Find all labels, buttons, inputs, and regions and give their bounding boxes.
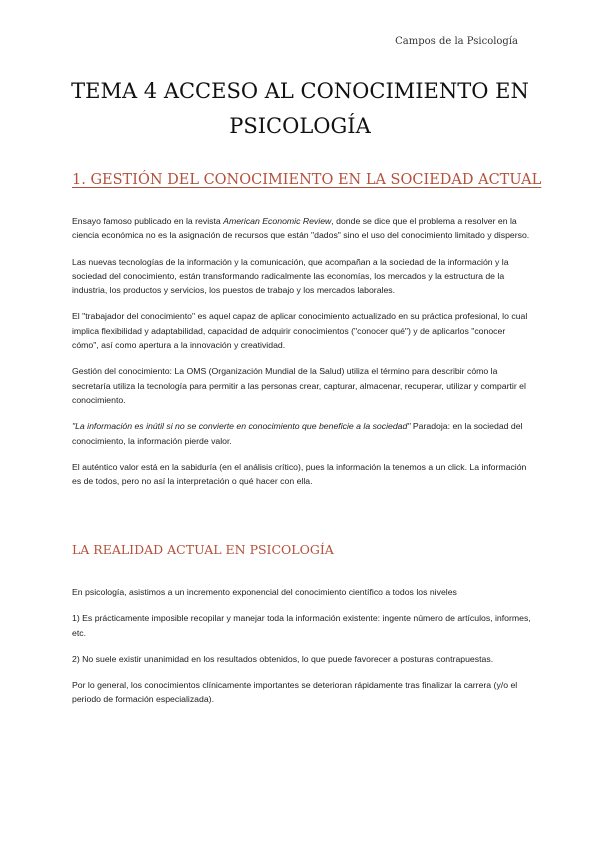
paragraph-ensayo-rest: , donde se dice que el problema a resolver en la ciencia económica no es la asignación de recursos que están "dados" sino el uso del conocimiento limitado y disperso. (72, 216, 530, 241)
paragraph-gestion: Gestión del conocimiento: La OMS (Organización Mundial de la Salud) utiliza el término para describir cómo la secretaría utiliza la tecnología para permitir a las personas crear, capturar, almacenar, recuperar, utilizar y compartir el conocimiento. (72, 366, 526, 405)
paragraph-ensayo-intro: Ensayo famoso publicado en la revista (72, 216, 224, 226)
running-header: Campos de la Psicología (395, 36, 518, 47)
section-heading-realidad: LA REALIDAD ACTUAL EN PSICOLOGÍA (72, 542, 334, 557)
paragraph-paradoja (72, 419, 532, 448)
paragraph-ensayo (72, 214, 532, 243)
paragraph-valor: El auténtico valor está en la sabiduría (en el análisis crítico), pues la información la tenemos a un click. La información es de todos, pero no así la interpretación o qué hacer con ella. (72, 461, 527, 487)
section-body-gestion (72, 214, 532, 488)
quote-informacion: "La información es inútil si no se convierte en conocimiento que beneficie a la sociedad" (72, 421, 411, 432)
paragraph-paradoja-rest: Paradoja: en la sociedad del conocimiento, la información pierde valor. (72, 421, 523, 446)
paragraph-tecnologias: Las nuevas tecnologías de la información y la comunicación, que acompañan a la sociedad de la información y la sociedad del conocimiento, están transformando radicalmente las economías, los mercados y la estructura de la industria, los productos y servicios, los puestos de trabajo y los mercados laborales. (72, 256, 509, 296)
journal-name: American Economic Review (223, 216, 332, 226)
paragraph-incremento: En psicología, asistimos a un incremento exponencial del conocimiento científico a todos los niveles (72, 587, 457, 597)
paragraph-trabajador: El "trabajador del conocimiento" es aquel capaz de aplicar conocimiento actualizado en su práctica profesional, lo cual implica flexibilidad y adaptabilidad, capacidad de adquirir conocimientos ("conocer qué") y de aplicarlos "conocer cómo", así como apertura a la innovación y creatividad. (72, 311, 528, 351)
section-body-realidad (72, 585, 532, 707)
paragraph-punto-1: 1) Es prácticamente imposible recopilar y manejar toda la información existente: ingente número de artículos, informes, etc. (72, 613, 531, 638)
page-title: TEMA 4 ACCESO AL CONOCIMIENTO EN PSICOLOGÍA (71, 79, 529, 138)
paragraph-deterioro: Por lo general, los conocimientos clínicamente importantes se deterioran rápidamente tras finalizar la carrera (y/o el periodo de formación especializada). (72, 680, 518, 705)
section-heading-gestion: 1. GESTIÓN DEL CONOCIMIENTO EN LA SOCIEDAD ACTUAL (72, 172, 542, 188)
paragraph-punto-2: 2) No suele existir unanimidad en los resultados obtenidos, lo que puede favorecer a posturas contrapuestas. (72, 653, 494, 664)
